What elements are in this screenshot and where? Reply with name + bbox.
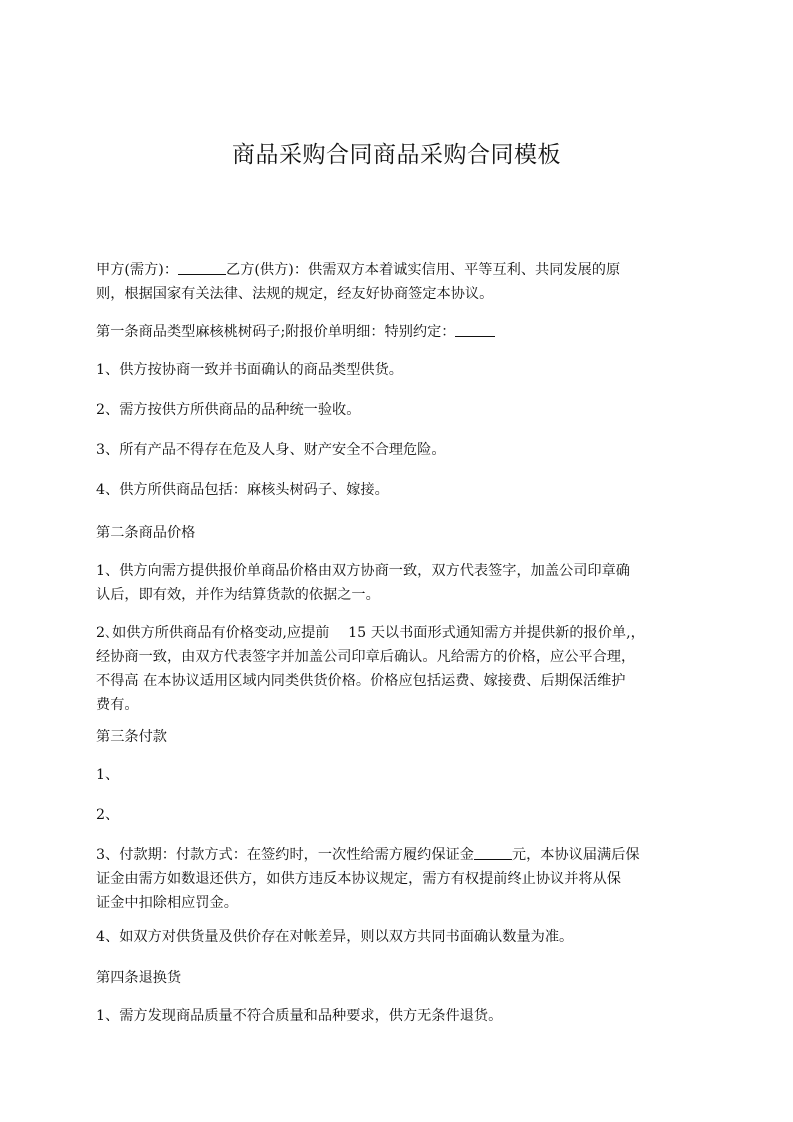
article-1-heading xyxy=(96,320,706,344)
article-1-text: 第一条商品类型麻核桃树码子;附报价单明细：特别约定： xyxy=(96,324,456,340)
party-b-text: 乙方(供方)：供需双方本着诚实信用、平等互利、共同发展的原 xyxy=(226,262,621,278)
article-3-item-3-line-2: 证金由需方如数退还供方，如供方违反本协议规定，需方有权提前终止协议并将从保 xyxy=(96,871,621,887)
deposit-text-start: 3、付款期：付款方式：在签约时，一次性给需方履约保证金 xyxy=(96,847,474,863)
article-4-item-1: 1、需方发现商品质量不符合质量和品种要求，供方无条件退货。 xyxy=(96,1008,503,1024)
article-2-item-2-line-1: 2､如供方所供商品有价格变动,应提前 15 天以书面形式通知需方并提供新的报价单,， xyxy=(96,625,645,641)
article-2-item-2-line-2: 经协商一致，由双方代表签字并加盖公司印章后确认。凡给需方的价格，应公平合理， xyxy=(96,649,636,665)
article-2-item-1-line-1: 1、供方向需方提供报价单商品价格由双方协商一致，双方代表签字，加盖公司印章确 xyxy=(96,563,630,579)
article-3-item-2: 2、 xyxy=(96,807,120,823)
article-1-item-3: 3、所有产品不得存在危及人身、财产安全不合理危险。 xyxy=(96,442,446,458)
intro-line-2: 则，根据国家有关法律、法规的规定，经友好协商签定本协议。 xyxy=(96,286,494,302)
article-2-item-2-line-3: 不得高 在本协议适用区域内同类供货价格。价格应包括运费、嫁接费、后期保活维护 xyxy=(96,673,626,689)
document-title: 商品采购合同商品采购合同模板 xyxy=(232,142,561,168)
article-3-item-3-line-3: 证金中扣除相应罚金。 xyxy=(96,895,238,911)
article-3-heading: 第三条付款 xyxy=(96,729,167,745)
deposit-text-end: 元，本协议届满后保 xyxy=(511,847,640,863)
article-1-item-4: 4、供方所供商品包括：麻核头树码子、嫁接。 xyxy=(96,482,389,498)
article-2-heading: 第二条商品价格 xyxy=(96,525,196,541)
article-2-item-1-line-2: 认后，即有效，并作为结算货款的依据之一。 xyxy=(96,587,380,603)
article-3-item-3-line-1 xyxy=(96,843,706,867)
party-a-blank xyxy=(178,260,226,275)
article-4-heading: 第四条退换货 xyxy=(96,970,182,986)
article-2-item-2 xyxy=(96,621,706,717)
intro-paragraph xyxy=(96,258,706,306)
intro-line-1 xyxy=(96,258,706,282)
article-3-item-4: 4、如双方对供货量及供价存在对帐差异，则以双方共同书面确认数量为准。 xyxy=(96,929,574,945)
article-3-item-3 xyxy=(96,843,706,915)
special-agreement-blank xyxy=(455,322,495,337)
party-a-label: 甲方(需方)： xyxy=(96,262,179,278)
article-1-item-1: 1、供方按协商一致并书面确认的商品类型供货。 xyxy=(96,362,403,378)
article-2-item-2-line-4: 费有。 xyxy=(96,697,139,713)
article-3-item-1: 1、 xyxy=(96,767,120,783)
deposit-amount-blank xyxy=(474,845,512,860)
article-1-item-2: 2、需方按供方所供商品的品种统一验收。 xyxy=(96,402,361,418)
article-2-item-1 xyxy=(96,559,706,607)
